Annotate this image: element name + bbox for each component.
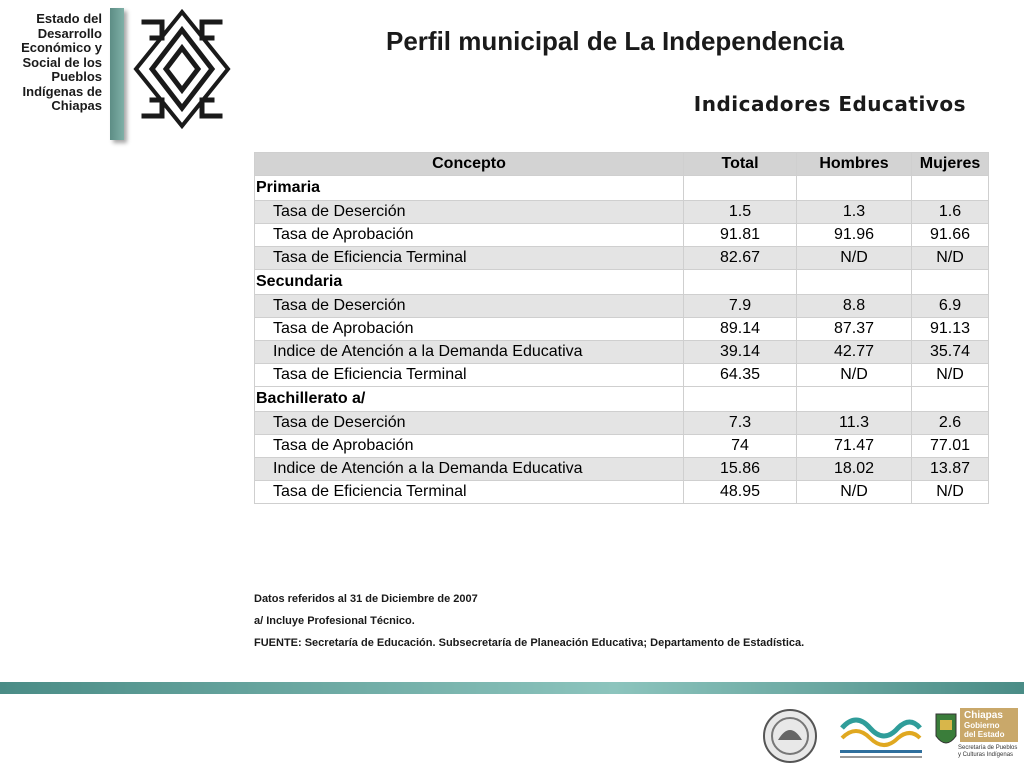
mujeres-value: 35.74 <box>912 341 989 364</box>
empty-cell <box>797 176 912 201</box>
indicator-label: Tasa de Deserción <box>255 201 684 224</box>
table-row <box>255 341 989 364</box>
table-row <box>255 364 989 387</box>
table-row <box>255 201 989 224</box>
header-total: Total <box>684 153 797 176</box>
hombres-value: 42.77 <box>797 341 912 364</box>
education-indicators-table <box>254 152 989 504</box>
empty-cell <box>912 387 989 412</box>
section-row <box>255 176 989 201</box>
page-title: Perfil municipal de La Independencia <box>386 26 844 56</box>
chiapas-secretaria-caption: Secretaría de Pueblos y Culturas Indígenas <box>958 745 1018 758</box>
indicator-label: Tasa de Deserción <box>255 295 684 318</box>
organization-name-line: Desarrollo <box>37 25 102 41</box>
indicator-label: Indice de Atención a la Demanda Educativa <box>255 341 684 364</box>
header-hombres: Hombres <box>797 153 912 176</box>
table-row <box>255 481 989 504</box>
total-value: 74 <box>684 435 797 458</box>
total-value: 7.3 <box>684 412 797 435</box>
mujeres-value: 1.6 <box>912 201 989 224</box>
table-row <box>255 435 989 458</box>
table-row <box>255 412 989 435</box>
total-value: 89.14 <box>684 318 797 341</box>
indigenous-emblem-logo <box>132 8 232 130</box>
mujeres-value: 77.01 <box>912 435 989 458</box>
table-header-row <box>255 153 989 176</box>
table-row <box>255 458 989 481</box>
organization-name-line: Estado del <box>36 11 102 26</box>
footer-band <box>0 682 1024 694</box>
total-value: 1.5 <box>684 201 797 224</box>
chiapas-logo-line: Chiapas <box>964 710 1003 721</box>
unam-seal-icon <box>764 710 816 762</box>
indicator-label: Tasa de Eficiencia Terminal <box>255 364 684 387</box>
indicator-label: Tasa de Deserción <box>255 412 684 435</box>
decorative-bar <box>110 8 124 140</box>
total-value: 15.86 <box>684 458 797 481</box>
organization-name <box>10 12 102 114</box>
table-row <box>255 295 989 318</box>
header-mujeres: Mujeres <box>912 153 989 176</box>
empty-cell <box>797 387 912 412</box>
empty-cell <box>797 270 912 295</box>
section-row <box>255 387 989 412</box>
mujeres-value: 2.6 <box>912 412 989 435</box>
mujeres-value: N/D <box>912 364 989 387</box>
hombres-value: 91.96 <box>797 224 912 247</box>
empty-cell <box>912 176 989 201</box>
organization-name-line: Indígenas de <box>22 83 102 99</box>
table-row <box>255 318 989 341</box>
section-title: Bachillerato a/ <box>255 387 684 412</box>
section-title: Primaria <box>255 176 684 201</box>
hombres-value: 1.3 <box>797 201 912 224</box>
hombres-value: N/D <box>797 247 912 270</box>
date-note: Datos referidos al 31 de Diciembre de 2007 <box>254 593 478 605</box>
hombres-value: 71.47 <box>797 435 912 458</box>
hombres-value: N/D <box>797 481 912 504</box>
chiapas-logo-line: Gobierno <box>964 721 1000 730</box>
hombres-value: N/D <box>797 364 912 387</box>
mujeres-value: N/D <box>912 481 989 504</box>
indicator-label: Tasa de Eficiencia Terminal <box>255 481 684 504</box>
header-concepto: Concepto <box>255 153 684 176</box>
total-value: 91.81 <box>684 224 797 247</box>
empty-cell <box>684 176 797 201</box>
indicator-label: Indice de Atención a la Demanda Educativa <box>255 458 684 481</box>
hombres-value: 87.37 <box>797 318 912 341</box>
indicator-label: Tasa de Aprobación <box>255 318 684 341</box>
table-row <box>255 224 989 247</box>
total-value: 7.9 <box>684 295 797 318</box>
mujeres-value: 91.13 <box>912 318 989 341</box>
mujeres-value: 91.66 <box>912 224 989 247</box>
notes <box>254 593 804 659</box>
mujeres-value: N/D <box>912 247 989 270</box>
total-value: 48.95 <box>684 481 797 504</box>
empty-cell <box>684 387 797 412</box>
total-value: 64.35 <box>684 364 797 387</box>
mujeres-value: 6.9 <box>912 295 989 318</box>
hombres-value: 11.3 <box>797 412 912 435</box>
mexico-multicultural-logo <box>840 720 922 758</box>
page-subtitle: Indicadores Educativos <box>693 92 966 116</box>
section-row <box>255 270 989 295</box>
chiapas-logo-line: del Estado <box>964 730 1005 739</box>
indicator-label: Tasa de Eficiencia Terminal <box>255 247 684 270</box>
section-title: Secundaria <box>255 270 684 295</box>
empty-cell <box>912 270 989 295</box>
indicator-label: Tasa de Aprobación <box>255 435 684 458</box>
total-value: 39.14 <box>684 341 797 364</box>
empty-cell <box>684 270 797 295</box>
hombres-value: 8.8 <box>797 295 912 318</box>
organization-name-line: Pueblos <box>51 69 102 84</box>
mujeres-value: 13.87 <box>912 458 989 481</box>
chiapas-government-logo <box>960 708 1018 742</box>
indicator-label: Tasa de Aprobación <box>255 224 684 247</box>
source-note: FUENTE: Secretaría de Educación. Subsecretaría de Planeación Educativa; Departamento de Estadística. <box>254 637 805 649</box>
organization-name-line: Económico y <box>21 40 102 55</box>
table-row <box>255 247 989 270</box>
total-value: 82.67 <box>684 247 797 270</box>
chiapas-shield-icon <box>936 714 956 743</box>
hombres-value: 18.02 <box>797 458 912 481</box>
footnote: a/ Incluye Profesional Técnico. <box>254 615 415 627</box>
organization-name-line: Social de los <box>22 54 102 70</box>
organization-name-line: Chiapas <box>51 98 102 113</box>
